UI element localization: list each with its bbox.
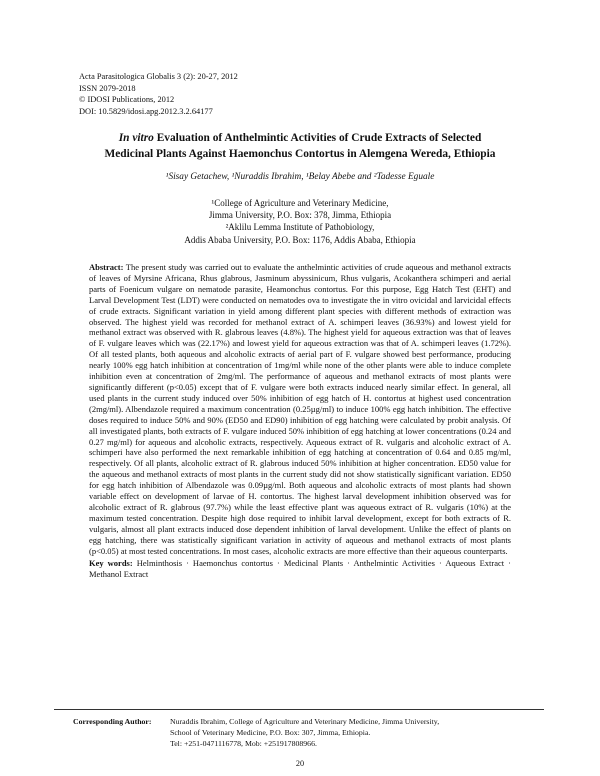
affiliation-line: ¹College of Agriculture and Veterinary Medicine,	[211, 198, 389, 208]
corresponding-label: Corresponding Author:	[73, 717, 152, 726]
title-line-2: Medicinal Plants Against Haemonchus Contortus in Alemgena Wereda, Ethiopia	[104, 148, 496, 160]
footnote-divider	[54, 709, 544, 710]
copyright: © IDOSI Publications, 2012	[79, 95, 175, 104]
corresponding-line: School of Veterinary Medicine, P.O. Box: 307, Jimma, Ethiopia.	[170, 728, 371, 738]
issn: ISSN 2079-2018	[79, 83, 136, 93]
corresponding-line: Nuraddis Ibrahim, College of Agriculture and Veterinary Medicine, Jimma University,	[170, 717, 440, 726]
corresponding-details	[170, 716, 530, 750]
affiliations	[70, 197, 530, 246]
keywords-text: Helminthosis · Haemonchus contortus · Medicinal Plants · Anthelmintic Activities · Aqueous Extract · Methanol Extract	[89, 558, 511, 579]
title-italic: In vitro	[118, 132, 154, 144]
affiliation-line: Jimma University, P.O. Box: 378, Jimma, Ethiopia	[208, 210, 392, 221]
affiliation-line: Addis Ababa University, P.O. Box: 1176, Addis Ababa, Ethiopia	[184, 234, 416, 245]
title-line-1: Evaluation of Anthelmintic Activities of Crude Extracts of Selected	[153, 132, 482, 144]
abstract-text: The present study was carried out to evaluate the anthelmintic activities of crude aqueous and methanol extracts of leaves of Myrsine Africana, Rhus glabrous, Jasminum abyssinicum, Rhus vulgaris, Acokanthera schimperi and aerial parts of Foenicum vulgare on nematode parasite, Heamonchus contortus. For this purpose, Egg Hatch Test (EHT) and Larval Development Test (LDT) were conducted on nematodes ova to investigate the in vitro ovicidal and larvicidal effects of crude extracts. Significant variation in yield among different plant species with different methods of extraction was observed. The highest yield was recorded for methanol extract of A. schimperi leaves (36.93%) and lowest yield for methanol extract was observed with R. glabrous leaves (4.8%). The highest yield for aqueous extraction was that of leaves of F. vulgare leaves which was (22.17%) and lowest yield for aqueous extraction was that of A. schimperi leaves (1.72%). Of all tested plants, both aqueous and alcoholic extracts of aerial part of F. vulgare showed best performance, producing nearly 100% egg hatch inhibition at concentration of 1mg/ml while none of the other plants were able to induce complete inhibition even at concentration of 2mg/ml. The performance of aqueous and methanol extracts of most plants were significantly different (p<0.05) except that of F. vulgare were both extracts induced nearly similar effect. In general, all used plants in the current study induced over 50% inhibition of egg hatch of H. contortus at highest used concentration (2mg/ml). Albendazole required a maximum concentration (0.25µg/ml) to induce 100% egg hatch inhibition. The effective doses required to induce 50% and 90% (ED50 and ED90) inhibition of egg hatching were calculated by probit analysis. Of all investigated plants, both extracts of F. vulgare induced 50% inhibition of egg hatching at lower concentrations (0.24 and 0.27 mg/ml) for aqueous and alcoholic extracts, respectively. Aqueous extract of R. vulgaris and alcoholic extract of A. schimperi have also performed the next remarkable inhibition of egg hatching at concentration of 0.64 and 0.85 mg/ml, respectively. Of all plants, alcoholic extract of R. glabrous induced 50% inhibition at higher concentration. ED50 value for the aqueous and methanol extracts of most plants in the current study did not show statistically significant variation. ED50 for egg hatch inhibition of Albendazole was 0.09µg/ml. Both aqueous and alcoholic extracts of most plants had shown variable effect on development of larvae of H. contortus. The highest larval development inhibition observed was for alcoholic extract of R. glabrous (97.7%) while the least effective plant was aqueous extract of R. vulgaris (10%) at the maximum tested concentration. Despite high dose required to inhibit larval development, except for both extracts of R. vulgaris, almost all plant extracts induced dose dependent inhibition of larval development. Unlike the effect of plants on egg hatching, there was statistically significant variation in activity of aqueous and methanol extracts of most plants (p<0.05) at most tested concentrations. In most cases, alcoholic extracts are more effective than their aqueous counterparts.	[89, 262, 511, 556]
keywords-label: Key words:	[89, 558, 133, 568]
authors: ¹Sisay Getachew, ¹Nuraddis Ibrahim, ¹Belay Abebe and ²Tadesse Eguale	[165, 172, 435, 182]
doi: DOI: 10.5829/idosi.apg.2012.3.2.64177	[79, 106, 213, 116]
keywords	[89, 558, 511, 580]
page-number: 20	[295, 759, 305, 768]
journal-citation: Acta Parasitologica Globalis 3 (2): 20-27, 2012	[79, 72, 238, 81]
affiliation-line: ²Aklilu Lemma Institute of Pathobiology,	[225, 222, 375, 233]
abstract	[89, 262, 511, 556]
abstract-label: Abstract:	[89, 262, 124, 272]
corresponding-line: Tel: +251-0471116778, Mob: +251917808966.	[170, 739, 317, 749]
journal-meta	[79, 71, 238, 117]
paper-title	[70, 130, 530, 162]
